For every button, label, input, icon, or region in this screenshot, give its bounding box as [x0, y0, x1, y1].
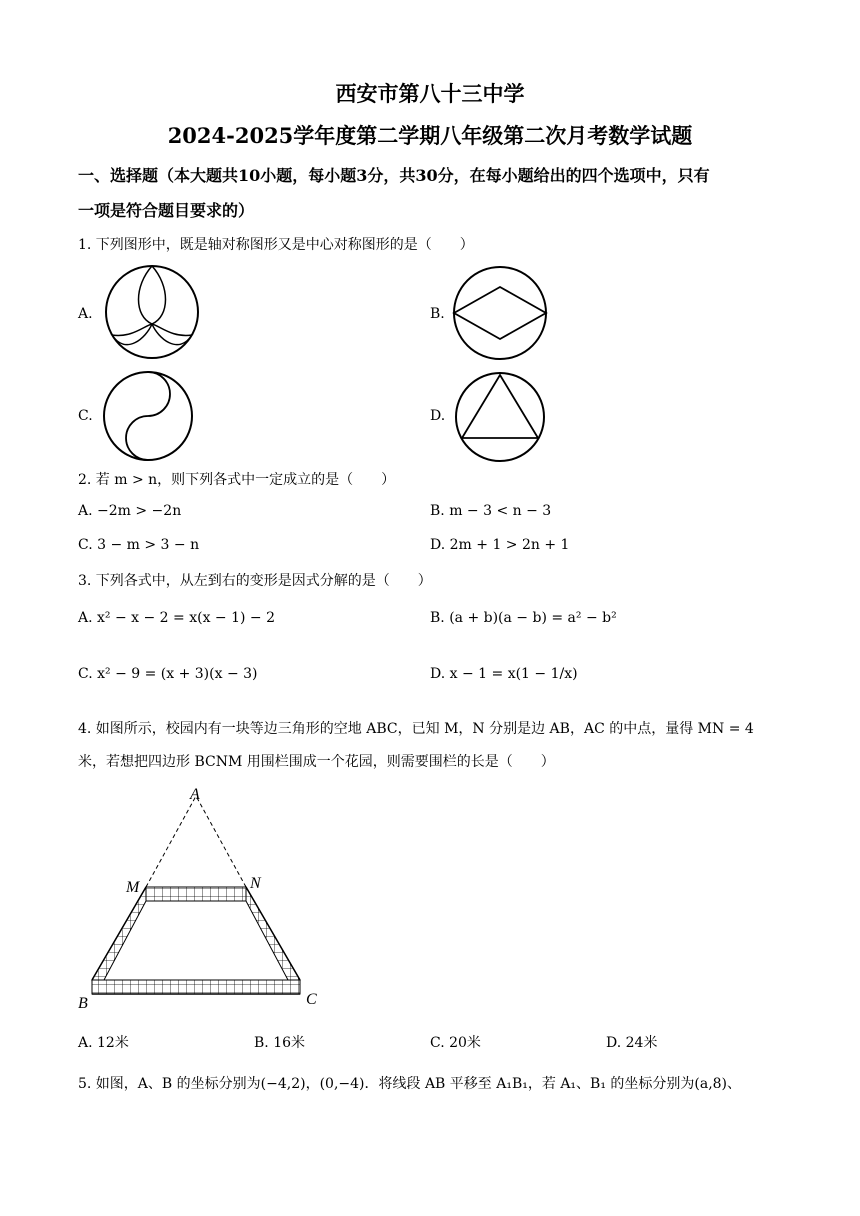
q4-stem-line2: 米，若想把四边形 BCNM 用围栏围成一个花园，则需要围栏的长是（ ）	[78, 754, 555, 770]
q3-option-a: A. x² − x − 2 = x(x − 1) − 2	[78, 610, 276, 626]
q1-option-b-label: B.	[430, 306, 445, 322]
q1-figure-c	[102, 370, 194, 462]
q2-option-d: D. 2m + 1 > 2n + 1	[430, 537, 570, 553]
q4-label-a: A	[190, 786, 200, 803]
q4-option-b: B. 16米	[254, 1035, 306, 1051]
q2-option-c: C. 3 − m > 3 − n	[78, 537, 200, 553]
q4-stem-line1: 4. 如图所示，校园内有一块等边三角形的空地 ABC，已知 M，N 分别是边 AB，AC 的中点，量得 MN = 4	[78, 721, 754, 737]
exam-title: 2024-2025学年度第二学期八年级第二次月考数学试题	[167, 123, 693, 148]
q4-option-c: C. 20米	[430, 1035, 481, 1051]
q4-label-c: C	[306, 991, 317, 1008]
q4-label-m: M	[126, 879, 140, 896]
q4-label-n: N	[250, 875, 261, 892]
q4-label-b: B	[78, 995, 88, 1012]
q1-stem: 1. 下列图形中，既是轴对称图形又是中心对称图形的是（ ）	[78, 237, 474, 253]
section-heading-line2: 一项是符合题目要求的）	[78, 201, 255, 220]
q3-stem: 3. 下列各式中，从左到右的变形是因式分解的是（ ）	[78, 573, 432, 589]
q1-figure-d	[454, 371, 546, 463]
q1-option-a-label: A.	[78, 306, 93, 322]
q4-option-d: D. 24米	[606, 1035, 658, 1051]
school-title: 西安市第八十三中学	[335, 81, 525, 106]
q3-option-d: D. x − 1 = x(1 − 1/x)	[430, 666, 578, 682]
section-heading-line1: 一、选择题（本大题共10小题，每小题3分，共30分，在每小题给出的四个选项中，只有	[78, 166, 710, 185]
q1-option-d-label: D.	[430, 408, 446, 424]
q4-figure-trapezoid	[74, 784, 334, 1014]
q5-stem-line1: 5. 如图，A、B 的坐标分别为(−4,2)，(0,−4)．将线段 AB 平移至 A₁B₁，若 A₁、B₁ 的坐标分别为(a,8)、	[78, 1076, 742, 1092]
q1-figure-a	[104, 264, 200, 360]
q1-figure-b	[452, 265, 548, 361]
q4-option-a: A. 12米	[78, 1035, 129, 1051]
q2-stem: 2. 若 m > n，则下列各式中一定成立的是（ ）	[78, 472, 396, 488]
q1-option-c-label: C.	[78, 408, 93, 424]
q2-option-b: B. m − 3 < n − 3	[430, 503, 552, 519]
q3-option-c: C. x² − 9 = (x + 3)(x − 3)	[78, 666, 258, 682]
q3-option-b: B. (a + b)(a − b) = a² − b²	[430, 610, 617, 626]
q2-option-a: A. −2m > −2n	[78, 503, 182, 519]
